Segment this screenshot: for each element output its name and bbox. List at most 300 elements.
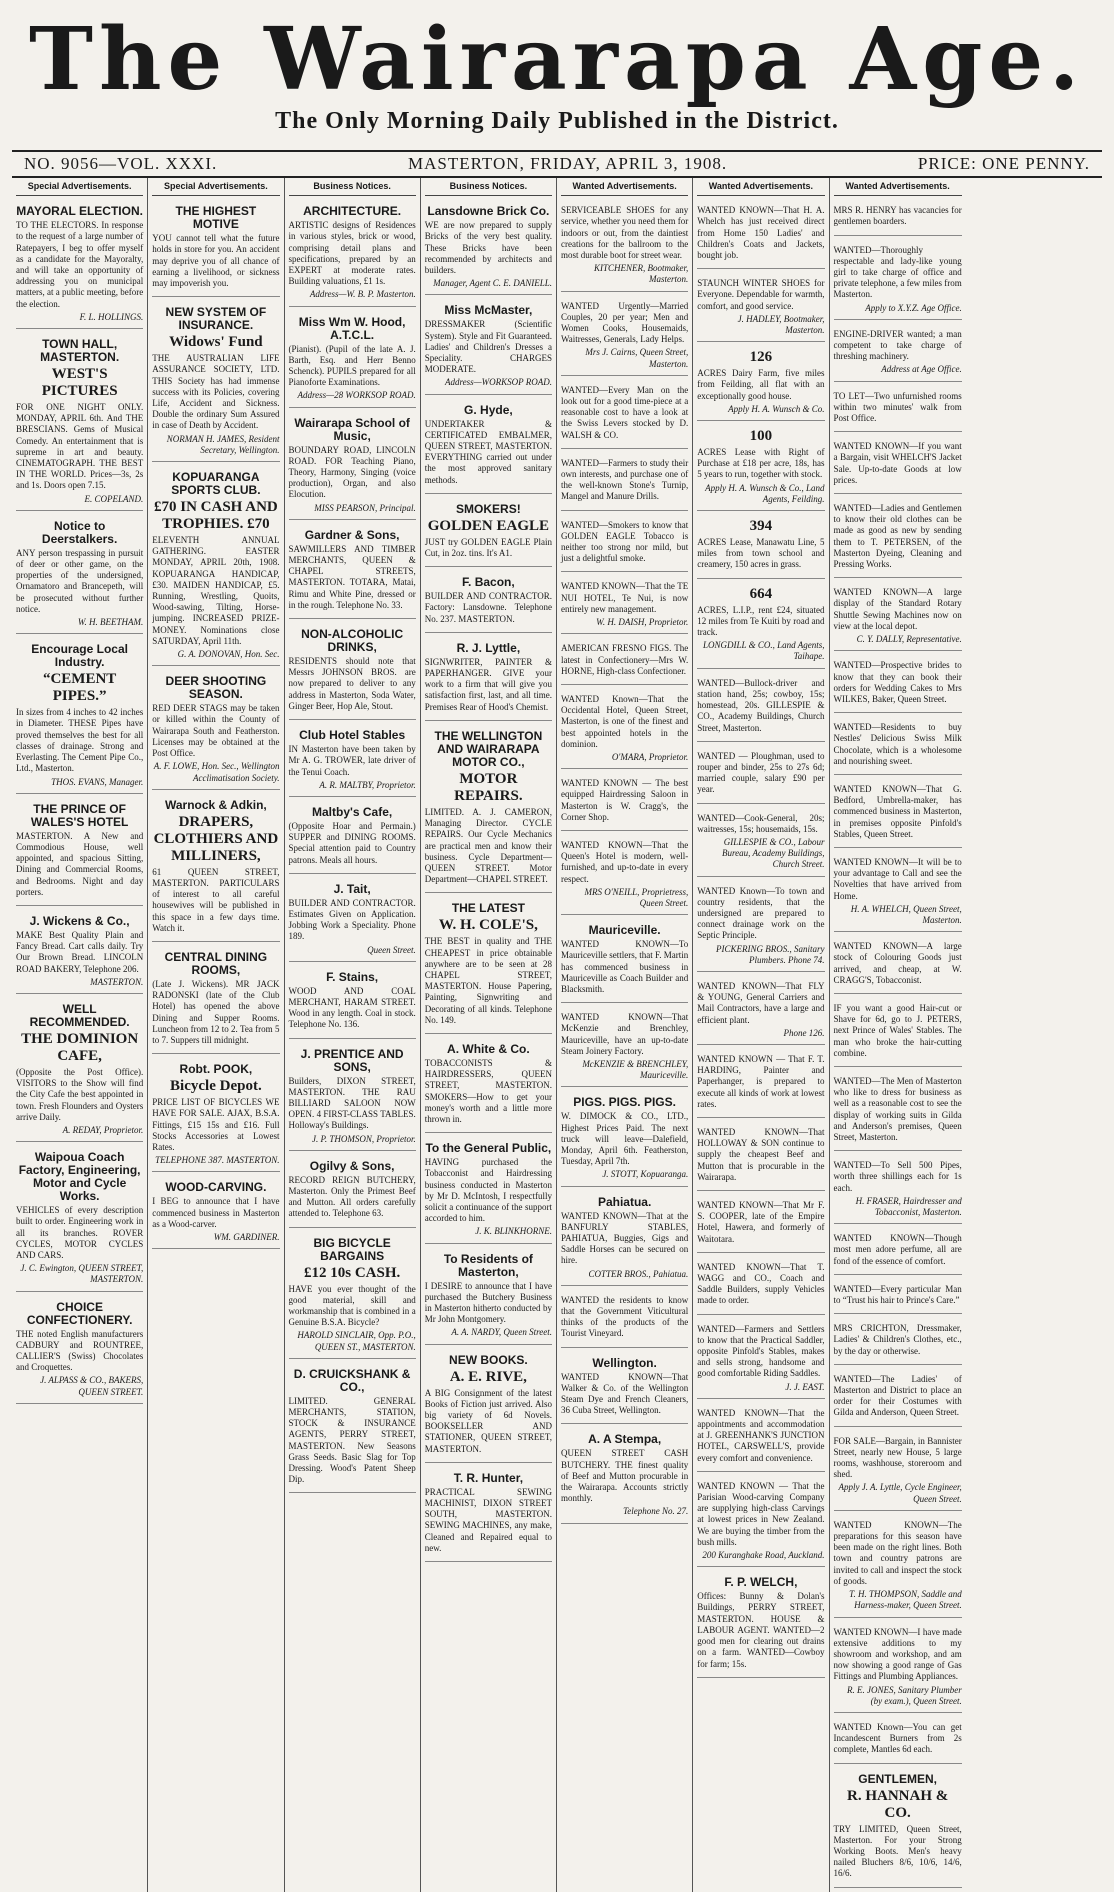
ad-body: A BIG Consignment of the latest Books of Fiction just arrived. Also big variety of 6d Novels. BOOKSELLER AND STATIONER, QUEEN STREET, MASTERTON.	[424, 1387, 552, 1454]
ad-body: WANTED—Farmers and Settlers to know that the Practical Saddler, opposite Pinfold's Stables, makes and sells strong, handsome and good comfortable Riding Saddles.	[697, 1323, 825, 1379]
ad-heading: Gardner & Sons,	[304, 527, 400, 542]
advertisement	[425, 1248, 552, 1345]
ad-body: FOR ONE NIGHT ONLY. MONDAY, APRIL 6th. And THE BRESCIANS. Gems of Musical Comedy. An entertainment that is supreme in art and beauty. CINEMATOGRAPH. THE BEST IN THE WORLD. Prices—3s, 2s and 1s. Doors open 7.15.	[16, 402, 144, 491]
advertisement	[561, 296, 688, 376]
advertisement	[697, 673, 824, 742]
ad-body: BUILDER AND CONTRACTOR. Factory: Lansdowne. Telephone No. 237. MASTERTON.	[424, 591, 552, 624]
advertisement	[561, 689, 688, 769]
advertisement	[289, 724, 416, 797]
ad-body: W. DIMOCK & CO., LTD., Highest Prices Paid. The next truck will leave—Dalefield, Monday, April 6th. Featherston, Tuesday, April 7th.	[561, 1111, 689, 1167]
advertisement	[561, 1091, 688, 1186]
column-3	[285, 178, 421, 1892]
advertisement	[425, 399, 552, 494]
ad-body: WANTED KNOWN—A large display of the Standard Rotary Shuttle Sewing Machines now on view at the local depot.	[833, 587, 962, 631]
column-7	[830, 178, 966, 1892]
advertisement	[425, 1349, 552, 1463]
ad-heading: CHOICE CONFECTIONERY.	[26, 1299, 133, 1327]
ad-heading: Pahiatua.	[597, 1194, 652, 1209]
issue-price: PRICE: ONE PENNY.	[917, 154, 1090, 173]
advertisement	[16, 200, 143, 329]
advertisement	[152, 200, 279, 297]
ad-body: ACRES Dairy Farm, five miles from Feilding, all flat with an exceptionally good house.	[697, 368, 825, 401]
column-6	[693, 178, 829, 1892]
ad-signature: Address—WORKSOP ROAD.	[445, 377, 552, 388]
ad-heading: NEW SYSTEM OF INSURANCE.	[165, 305, 267, 333]
advertisement	[834, 1622, 962, 1713]
advertisement	[834, 582, 962, 651]
advertisement	[561, 200, 688, 291]
ad-body: AMERICAN FRESNO FIGS. The latest in Confectionery—Mrs W. HORNE, High-class Confectioner.	[561, 643, 689, 676]
advertisement	[697, 273, 824, 342]
ad-body: WANTED KNOWN—To Mauriceville settlers, that F. Martin has commenced business in Mauriceville as Coach Builder and Blacksmith.	[561, 939, 689, 994]
advertisement	[697, 746, 824, 804]
advertisement	[834, 436, 962, 494]
advertisement	[289, 801, 416, 874]
ad-heading: GENTLEMEN,	[858, 1771, 937, 1786]
ad-signature: R. E. JONES, Sanitary Plumber (by exam.), Queen Street.	[847, 1684, 962, 1706]
advertisement	[834, 852, 962, 932]
ad-signature: O'MARA, Proprietor.	[611, 751, 689, 762]
ad-body: WANTED—The Ladies' of Masterton and District to place an order for their Costumes with Gilda and Anderson, Queen Street.	[833, 1373, 962, 1418]
ad-body: WANTED KNOWN — That F. T. HARDING, Painter and Paperhanger, is prepared to execute all kinds of work at lowest rates.	[697, 1053, 825, 1109]
advertisement	[561, 1428, 688, 1523]
ad-body: ARTISTIC designs of Residences in various styles, brick or wood, comprising detail plans and specifications, prepared by an EXPERT at moderate rates. Building valuations, £1 1s.	[288, 220, 416, 287]
ad-signature: J. K. BLINKHORNE.	[475, 1226, 552, 1237]
advertisement	[289, 1363, 416, 1494]
advertisement	[561, 1007, 688, 1087]
ad-body: FOR SALE—Bargain, in Bannister Street, nearly new House, 5 large rooms, washhouse, storeroom and shed.	[833, 1435, 962, 1480]
advertisement	[697, 808, 824, 877]
advertisement	[697, 1257, 824, 1315]
advertisement	[561, 1290, 688, 1348]
ad-body: ACRES Lease with Right of Purchase at £18 per acre, 18s, has 5 years to run, together with stock.	[697, 447, 825, 480]
ad-body: WANTED—Every particular Man to “Trust his hair to Prince's Care.”	[833, 1283, 962, 1306]
ad-signature: Mrs J. Cairns, Queen Street, Masterton.	[585, 347, 689, 369]
advertisement	[834, 1515, 962, 1618]
ad-signature: MRS O'NEILL, Proprietress, Queen Street.	[584, 886, 689, 908]
ad-heading: D. CRUICKSHANK & CO.,	[293, 1366, 411, 1394]
advertisement	[561, 576, 688, 634]
ad-display-line: GOLDEN EAGLE	[427, 517, 550, 534]
column-header: Wanted Advertisements.	[561, 178, 688, 196]
ad-body: (Pianist). (Pupil of the late A. J. Barth, Esq. and Herr Benno Schenck). PUPILS prepared for all Pianoforte Examinations.	[288, 343, 416, 388]
column-header: Wanted Advertisements.	[697, 178, 824, 196]
column-4	[421, 178, 557, 1892]
ad-heading: Lansdowne Brick Co.	[427, 204, 550, 219]
ad-body: In sizes from 4 inches to 42 inches in Diameter. THESE Pipes have proved themselves the best for all classes of drainage. Strong and Everlasting. The Cement Pipe Co., Ltd., Masterton.	[16, 707, 144, 774]
ad-signature: Apply J. A. Lyttle, Cycle Engineer, Queen Street.	[838, 1482, 962, 1504]
ad-body: WANTED KNOWN—A large stock of Colouring Goods just arrived, and cheap, at W. CRAGG'S, Tobacconist.	[833, 941, 962, 985]
masthead	[12, 0, 1102, 150]
ad-signature: 200 Kuranghake Road, Auckland.	[702, 1550, 825, 1561]
advertisement	[697, 1122, 824, 1191]
ad-display-line: MOTOR REPAIRS.	[454, 770, 523, 804]
ad-signature: A. R. MALTBY, Proprietor.	[319, 779, 416, 790]
ad-body: TO LET—Two unfurnished rooms within two minutes' walk from Post Office.	[833, 390, 962, 424]
advertisement	[834, 1369, 962, 1427]
advertisement	[834, 498, 962, 578]
ad-body: MRS CRICHTON, Dressmaker, Ladies' & Children's Clothes, etc., by the day or otherwise.	[833, 1323, 962, 1356]
ad-body: RECORD REIGN BUTCHERY, Masterton. Only the Primest Beef and Mutton. All orders carefully attended to. Telephone 63.	[288, 1174, 416, 1219]
ad-heading: Robt. POOK,	[179, 1062, 253, 1077]
ad-body: WANTED KNOWN—If you want a Bargain, visit WHELCH'S Jacket Sale. Up-to-date Goods at low prices.	[833, 441, 962, 485]
ad-body: HAVE you ever thought of the good material, skill and workmanship that is combined in a Genuine B.S.A. Bicycle?	[288, 1283, 416, 1328]
advertisement	[152, 1176, 279, 1249]
advertisement	[561, 638, 688, 685]
ad-signature: Address—28 WORKSOP ROAD.	[297, 390, 416, 401]
advertisement	[16, 798, 143, 906]
ad-heading: NON-ALCOHOLIC DRINKS,	[301, 627, 404, 655]
advertisement	[561, 835, 688, 915]
ad-heading: THE LATEST	[451, 901, 525, 916]
advertisement	[834, 1071, 962, 1151]
ad-body: ENGINE-DRIVER wanted; a man competent to take charge of threshing machinery.	[833, 328, 962, 362]
advertisement	[425, 1137, 552, 1243]
ad-body: WANTED—Prospective brides to know that they can book their orders for Wedding Cakes to Mrs WILKES, Baker, Queen Street.	[833, 660, 962, 704]
advertisement	[152, 670, 279, 789]
column-5	[557, 178, 693, 1892]
ad-body: WANTED KNOWN—That G. Bedford, Umbrella-maker, has commenced business in Masterton, in premises opposite Pinfold's Stables, Queen Street.	[833, 783, 962, 839]
ad-body: WANTED—Bullock-driver and station hand, 25s; cowboy, 15s; homestead, 20s. GILLESPIE & CO., Academy Buildings, Church Street, Masterton.	[697, 677, 825, 733]
advertisement	[152, 794, 279, 942]
advertisement	[697, 583, 824, 669]
advertisement	[425, 897, 552, 1034]
ad-body: WANTED KNOWN—It will be to your advantage to Call and see the Novelties that have arrived from Home.	[833, 856, 962, 901]
ad-signature: W. H. BEETHAM.	[77, 617, 144, 628]
advertisement	[152, 466, 279, 666]
advertisement	[834, 998, 962, 1067]
ad-body: THE AUSTRALIAN LIFE ASSURANCE SOCIETY, LTD. THIS Society has had immense success with its Policies, covering Life, Accident and Sickness. Double the ordinary Sum Assured in case of Death by Accident.	[152, 353, 280, 431]
advertisement	[697, 1195, 824, 1253]
advertisement	[834, 324, 962, 382]
ad-heading: J. PRENTICE AND SONS,	[300, 1046, 404, 1074]
column-2	[148, 178, 284, 1892]
advertisement	[834, 386, 962, 433]
ad-body: RESIDENTS should note that Messrs JOHNSON BROS. are now prepared to deliver to any address in Masterton, Soda Water, Ginger Beer, Hop Ale, Stout.	[288, 656, 416, 711]
ad-signature: A. F. LOWE, Hon. Sec., Wellington Acclimatisation Society.	[153, 761, 280, 783]
ad-display-line: 394	[749, 518, 773, 535]
ad-body: PRACTICAL SEWING MACHINIST, DIXON STREET SOUTH, MASTERTON. SEWING MACHINES, any make, Cleaned and Repaired equal to new.	[424, 1486, 552, 1553]
advertisement	[425, 200, 552, 295]
ad-body: WANTED KNOWN—Though most men adore perfume, all are fond of the essence of comfort.	[833, 1233, 962, 1266]
ad-signature: McKENZIE & BRENCHLEY, Mauriceville.	[582, 1058, 689, 1081]
ad-heading: KOPUARANGA SPORTS CLUB.	[171, 470, 261, 498]
ad-signature: J. ALPASS & CO., BAKERS, QUEEN STREET.	[40, 1375, 144, 1397]
ad-signature: COTTER BROS., Pahiatua.	[588, 1268, 689, 1279]
ad-body: WANTED KNOWN — The best equipped Hairdressing Saloon in Masterton is W. Cragg's, the Corner Shop.	[561, 778, 689, 822]
ad-heading: PIGS. PIGS. PIGS.	[573, 1095, 676, 1110]
ad-heading: THE PRINCE OF WALES'S HOTEL	[30, 801, 129, 829]
advertisement	[834, 1717, 962, 1764]
advertisement	[425, 725, 552, 893]
ad-heading: Waipoua Coach Factory, Engineering, Motor and Cycle Works.	[18, 1150, 141, 1204]
ad-body: WANTED—Every Man on the look out for a good time-piece at a reasonable cost to have a look at the Swiss Levers stocked by D. WALSH & CO.	[561, 384, 689, 440]
advertisement	[561, 453, 688, 511]
ad-signature: J. C. Ewington, QUEEN STREET, MASTERTON.	[20, 1263, 144, 1285]
ad-signature: J. HADLEY, Bootmaker, Masterton.	[737, 313, 825, 336]
advertisement	[289, 200, 416, 306]
ad-body: WANTED KNOWN—That Walker & Co. of the Wellington Steam Dye and French Cleaners, 36 Cuba Street, Wellington.	[561, 1371, 689, 1416]
ad-signature: TELEPHONE 387. MASTERTON.	[155, 1155, 280, 1166]
ad-signature: Telephone No. 27.	[623, 1506, 689, 1517]
ad-body: WANTED KNOWN—That Mr F. S. COOPER, late of the Empire Hotel, Hawera, and formerly of Waitotara.	[697, 1200, 825, 1244]
ad-heading: F. Stains,	[326, 969, 379, 984]
advertisement	[697, 976, 824, 1045]
advertisement	[697, 515, 824, 579]
ad-body: PRICE LIST OF BICYCLES WE HAVE FOR SALE. AJAX, B.S.A. Fittings, £15 15s and £16. Full Stocks Accessories at Lowest Rates.	[152, 1097, 280, 1152]
ad-display-line: “CEMENT PIPES.”	[42, 671, 117, 705]
ad-body: Offices: Bunny & Dolan's Buildings, PERRY STREET, MASTERTON. HOUSE & LABOUR AGENT. WANTED—2 good men for clearing out drains on a farm. WANTED—Cowboy for farm; 15s.	[697, 1591, 825, 1669]
ad-body: WANTED—To Sell 500 Pipes, worth three shillings each for 1s each.	[833, 1160, 962, 1193]
ad-display-line: £12 10s CASH.	[303, 1264, 401, 1281]
ad-heading: Wellington.	[592, 1355, 657, 1370]
advertisement	[289, 412, 416, 520]
advertisement	[289, 878, 416, 962]
ad-heading: BIG BICYCLE BARGAINS	[313, 1235, 391, 1263]
column-header: Business Notices.	[425, 178, 552, 196]
ad-display-line: Bicycle Depot.	[170, 1078, 262, 1095]
ad-heading: ARCHITECTURE.	[303, 204, 402, 219]
ad-body: I DESIRE to announce that I have purchased the Butchery Business in Masterton hitherto conducted by Mr John Montgomery.	[424, 1280, 552, 1325]
ad-heading: Miss McMaster,	[444, 303, 533, 318]
ad-body: (Late J. Wickens). MR JACK RADONSKI (late of the Club Hotel) has opened the above Dining and Supper Rooms. Luncheon from 12 to 2. Tea from 5 to 7. Suppers till midnight.	[152, 978, 280, 1045]
ad-signature: Phone 126.	[783, 1027, 825, 1038]
ad-heading: Ogilvy & Sons,	[309, 1158, 395, 1173]
ad-signature: MASTERTON.	[90, 976, 144, 987]
ad-body: UNDERTAKER & CERTIFICATED EMBALMER, QUEEN STREET, MASTERTON. EVERYTHING carried out under the most approved sanitary methods.	[424, 418, 552, 485]
ad-signature: WM. GARDINER.	[213, 1231, 280, 1242]
ad-body: WANTED KNOWN—That the Queen's Hotel is modern, well-furnished, and up-to-date in every respect.	[561, 839, 689, 884]
newspaper-title: The Wairarapa Age.	[28, 9, 1086, 110]
ad-body: WANTED—Residents to buy Nestles' Delicious Swiss Milk Chocolate, which is a wholesome and nourishing sweet.	[833, 722, 962, 766]
ad-signature: W. H. DAISH, Proprietor.	[596, 617, 689, 628]
ad-display-line: 100	[749, 428, 773, 445]
ad-body: THE BEST in quality and THE CHEAPEST in price obtainable anywhere are to be seen at 28 CHAPEL STREET, MASTERTON. House Papering, Painting, Signwriting and Decorating of all kinds. Telephone No. 149.	[424, 936, 552, 1025]
advertisement	[289, 1155, 416, 1228]
ad-heading: Encourage Local Industry.	[31, 642, 128, 670]
ad-body: TRY LIMITED, Queen Street, Masterton. For your Strong Working Boots. Men's heavy nailed Bluchers 8/6, 10/6, 14/6, 16/6.	[833, 1823, 962, 1879]
ad-body: RED DEER STAGS may be taken or killed within the County of Wairarapa South and Featherston. Licenses may be obtained at the Post Office.	[152, 703, 280, 759]
advertisement	[561, 773, 688, 831]
ad-body: DRESSMAKER (Scientific System). Style and Fit Guaranteed. Ladies' and Children's Dresses a Speciality. CHARGES MODERATE.	[424, 319, 552, 375]
advertisement	[561, 1352, 688, 1425]
ad-heading: G. Hyde,	[464, 402, 513, 417]
column-header: Special Advertisements.	[16, 178, 143, 196]
advertisement	[834, 655, 962, 713]
ad-signature: A. A. NARDY, Queen Street.	[451, 1327, 552, 1338]
ad-body: SIGNWRITER, PAINTER & PAPERHANGER. GIVE your work to a firm that will give you satisfaction first, last, and all time. Premises Rear of Hood's Chemist.	[424, 656, 552, 712]
ad-body: WANTED KNOWN — That the Parisian Wood-carving Company are supplying high-class Carvings at lowest prices in New Zealand. We are buying the timber from the bush mills.	[697, 1480, 825, 1547]
ad-heading: To Residents of Masterton,	[443, 1251, 533, 1279]
advertisement	[697, 1049, 824, 1118]
ad-heading: WELL RECOMMENDED.	[29, 1001, 130, 1029]
ad-signature: HAROLD SINCLAIR, Opp. P.O., QUEEN ST., MASTERTON.	[297, 1330, 416, 1352]
ad-body: WANTED Known—That the Occidental Hotel, Queen Street, Masterton, is one of the finest and best appointed hotels in the dominion.	[561, 693, 689, 749]
advertisement	[834, 1155, 962, 1224]
ad-signature: GILLESPIE & CO., Labour Bureau, Academy Buildings, Church Street.	[722, 836, 825, 870]
advertisement	[16, 333, 143, 511]
ad-body: WANTED KNOWN—That T. WAGG and CO., Coach and Saddle Builders, supply Vehicles made to order.	[697, 1261, 825, 1306]
ad-heading: Maltby's Cafe,	[312, 804, 393, 819]
ad-heading: To the General Public,	[425, 1141, 552, 1156]
ad-heading: MAYORAL ELECTION.	[16, 204, 143, 219]
ad-heading: THE HIGHEST MOTIVE	[175, 204, 257, 232]
ad-heading: J. Wickens & Co.,	[29, 913, 130, 928]
advertisement	[152, 946, 279, 1054]
ad-signature: LONGDILL & CO., Land Agents, Taihape.	[703, 640, 825, 662]
ad-body: WANTED KNOWN—That McKenzie and Brenchley, Mauriceville, have an up-to-date Steam Joinery Factory.	[561, 1012, 689, 1056]
issue-number: NO. 9056—VOL. XXXI.	[24, 154, 218, 173]
ad-signature: C. Y. DALLY, Representative.	[856, 634, 962, 645]
advertisement	[561, 919, 688, 1003]
advertisement	[834, 1431, 962, 1511]
ad-body: WANTED KNOWN—That the TE NUI HOTEL, Te Nui, is now entirely new management.	[561, 581, 689, 614]
advertisement	[561, 515, 688, 573]
advertisement	[289, 1232, 416, 1359]
ad-heading: Warnock & Adkin,	[164, 797, 267, 812]
ad-signature: F. L. HOLLINGS.	[79, 311, 144, 322]
advertisement	[697, 346, 824, 421]
ad-heading: THE WELLINGTON AND WAIRARAPA MOTOR CO.,	[434, 728, 543, 769]
ad-signature: Address—W. B. P. Masterton.	[309, 289, 416, 300]
ad-signature: NORMAN H. JAMES, Resident Secretary, Wellington.	[166, 433, 280, 455]
advertisement	[16, 638, 143, 793]
advertisement	[561, 1191, 688, 1286]
ad-signature: T. H. THOMPSON, Saddle and Harness-maker, Queen Street.	[849, 1589, 962, 1611]
column-header: Special Advertisements.	[152, 178, 279, 196]
advertisement	[425, 637, 552, 721]
ad-body: LIMITED. GENERAL MERCHANTS, STATION, STOCK & INSURANCE AGENTS, PERRY STREET, MASTERTON. New Seasons Grass Seeds. Basic Slag for Top Dressing. Wood's Patent Sheep Dip.	[288, 1395, 416, 1485]
advertisement	[834, 1318, 962, 1365]
ad-signature: Queen Street.	[367, 944, 416, 955]
advertisement	[834, 240, 962, 320]
ad-body: BOUNDARY ROAD, LINCOLN ROAD. FOR Teaching Piano, Theory, Harmony, Singing (voice production), Organ, and also Elocution.	[288, 444, 416, 500]
advertisement	[16, 1296, 143, 1404]
ad-body: TO THE ELECTORS. In response to the request of a large number of Ratepayers, I beg to offer myself as a candidate for the Mayoralty, and will take an opportunity of addressing you on municipal matters, at a public meeting, before the election.	[16, 220, 144, 309]
advertisement	[697, 425, 824, 511]
ad-signature: MISS PEARSON, Principal.	[314, 502, 416, 513]
ad-body: LIMITED. A. J. CAMERON, Managing Director. CYCLE REPAIRS. Our Cycle Mechanics are practical men and know their business. Cycle Department—QUEEN STREET. Motor Department—CHAPEL STREET.	[424, 806, 552, 885]
ad-signature: G. A. DONOVAN, Hon. Sec.	[177, 649, 280, 660]
ad-body: ELEVENTH ANNUAL GATHERING. EASTER MONDAY, APRIL 20th, 1908. KOPUARANGA HANDICAP, £30. MAIDEN HANDICAP, £5. Running, Wrestling, Quoits, Wood-sawing, Tilting, Horse-jumping. INCREASED PRIZE-MONEY. Nominations close SATURDAY, April 11th.	[152, 535, 280, 646]
advertisement	[289, 524, 416, 619]
ad-body: ACRES, L.I.P., rent £24, situated 12 miles from Te Kuiti by road and track.	[697, 604, 825, 638]
advertisement	[16, 998, 143, 1142]
advertisement	[834, 1228, 962, 1275]
ad-heading: R. J. Lyttle,	[456, 640, 521, 655]
advertisement	[834, 936, 962, 994]
ad-body: Builders, DIXON STREET, MASTERTON. THE RAU BILLIARD SALOON NOW OPEN. 4 FIRST-CLASS TABLES. Holloway's Buildings.	[288, 1075, 416, 1131]
ad-display-line: THE DOMINION CAFE,	[21, 1030, 139, 1064]
ad-signature: H. FRASER, Hairdresser and Tobacconist, Masterton.	[855, 1195, 962, 1218]
ad-heading: Wairarapa School of Music,	[294, 415, 410, 443]
ad-body: WANTED the residents to know that the Government Viticultural thinks of the products of the Tourist Vineyard.	[561, 1294, 689, 1339]
ad-signature: Apply H. A. Wunsch & Co.	[728, 403, 825, 414]
ad-body: WANTED—Ladies and Gentlemen to know their old clothes can be made as good as new by sending them to T. PETERSEN, of the Masterton Dyeing, Cleaning and Pressing Works.	[833, 503, 962, 570]
ad-body: QUEEN STREET CASH BUTCHERY. THE finest quality of Beef and Mutton procurable in the Wairarapa. Accounts strictly monthly.	[561, 1448, 689, 1504]
ad-signature: J. P. THOMSON, Proprietor.	[311, 1133, 416, 1144]
ad-signature: Apply H. A. Wunsch & Co., Land Agents, Feilding.	[705, 482, 825, 504]
ad-heading: CENTRAL DINING ROOMS,	[164, 949, 268, 977]
advertisement	[289, 1043, 416, 1151]
ad-signature: Address at Age Office.	[881, 364, 962, 375]
ad-body: ANY person trespassing in pursuit of deer or other game, on the properties of the undersigned, Ornamatoro and Brancepeth, will be prosecuted without further notice.	[16, 547, 144, 614]
ad-display-line: R. HANNAH & CO.	[847, 1787, 949, 1821]
advertisement	[425, 1038, 552, 1133]
advertisement	[16, 910, 143, 994]
ad-body: THE noted English manufacturers CADBURY and ROUNTREE, CALLIER'S (Swiss) Chocolates and Croquettes.	[16, 1328, 144, 1373]
ad-signature: PICKERING BROS., Sanitary Plumbers. Phone 74.	[716, 943, 825, 965]
ad-body: SAWMILLERS AND TIMBER MERCHANTS, QUEEN & CHAPEL STREETS, MASTERTON. TOTARA, Matai, Rimu and White Pine, dressed or in the rough. Telephone No. 33.	[288, 543, 416, 610]
ad-heading: WOOD-CARVING.	[165, 1180, 267, 1195]
ad-signature: J. STOTT, Kopuaranga.	[602, 1169, 689, 1180]
ad-body: WANTED—Farmers to study their own interests, and purchase one of the well-known Stone's Turnip, Mangel and Manure Drills.	[561, 457, 689, 502]
ad-body: WANTED KNOWN—That at the BANFURLY STABLES, PAHIATUA, Buggies, Gigs and Saddle Horses can be secured on hire.	[561, 1210, 689, 1266]
advertisement	[697, 200, 824, 269]
ad-signature: E. COPELAND.	[84, 493, 144, 504]
ad-body: IF you want a good Hair-cut or Shave for 6d, go to J. PETERS, next Prince of Wales' Stables. The man who broke the hair-cutting combine.	[833, 1002, 962, 1058]
ad-heading: DEER SHOOTING SEASON.	[165, 674, 267, 702]
column-header: Business Notices.	[289, 178, 416, 196]
ad-body: (Opposite the Post Office). VISITORS to the Show will find the City Cafe the best appointed in town. Fresh Flounders and Oysters arrive Daily.	[16, 1066, 144, 1122]
column-1	[12, 178, 148, 1892]
ad-signature: Manager, Agent C. E. DANIELL.	[433, 278, 552, 289]
dateline	[12, 150, 1102, 178]
ad-heading: J. Tait,	[333, 881, 371, 896]
ad-heading: Notice to Deerstalkers.	[41, 518, 118, 546]
ad-display-line: 664	[749, 585, 773, 602]
ad-body: WANTED Known—To town and country residents, that the undersigned are prepared to connect drainage work on the Septic Principle.	[697, 885, 825, 941]
ad-signature: KITCHENER, Bootmaker, Masterton.	[594, 263, 689, 285]
ad-heading: SMOKERS!	[456, 501, 521, 516]
ad-display-line: 126	[749, 349, 773, 366]
ad-heading: F. P. WELCH,	[724, 1575, 798, 1590]
ad-heading: Miss Wm W. Hood, A.T.C.L.	[298, 314, 406, 342]
ad-heading: T. R. Hunter,	[453, 1470, 524, 1485]
ad-body: WANTED KNOWN—I have made extensive additions to my showroom and workshop, and am now showing a good range of Gas Fittings and Plumbing Appliances.	[833, 1626, 962, 1682]
ad-body: WANTED—Cook-General, 20s; waitresses, 15s; housemaids, 15s.	[697, 812, 825, 834]
advertisement	[425, 571, 552, 633]
advertisement	[152, 301, 279, 462]
ad-display-line: W. H. COLE'S,	[438, 917, 538, 934]
advertisement	[16, 515, 143, 634]
ad-body: (Opposite Hoar and Permain.) SUPPER and DINING ROOMS. Special attention paid to Country patrons. Meals all hours.	[288, 820, 416, 865]
ad-heading: NEW BOOKS.	[449, 1352, 528, 1367]
advertisement	[425, 299, 552, 394]
issue-date: MASTERTON, FRIDAY, APRIL 3, 1908.	[408, 154, 728, 173]
ad-signature: J. J. EAST.	[785, 1381, 825, 1392]
advertisement	[834, 1279, 962, 1314]
ad-signature: THOS. EVANS, Manager.	[51, 776, 144, 787]
ad-heading: TOWN HALL, MASTERTON.	[40, 337, 120, 365]
ad-body: ACRES Lease, Manawatu Line, 5 miles from town school and creamery, 150 acres in grass.	[697, 537, 825, 570]
ad-body: WANTED KNOWN—That the appointments and accommodation at J. GREENHANK'S JUNCTION HOTEL, CARSWELL'S, provide every comfort and convenience.	[697, 1407, 825, 1463]
ad-body: BUILDER AND CONTRACTOR. Estimates Given on Application. Jobbing Work a Speciality. Phone 189.	[288, 897, 416, 942]
ad-body: WANTED — Ploughman, used to rouper and binder, 25s to 27s 6d; married couple, salary £90 per year.	[697, 750, 825, 795]
ad-body: 61 QUEEN STREET, MASTERTON. PARTICULARS of interest to all careful housewives will be published in this space in a few days time. Watch it.	[152, 866, 280, 933]
advertisement	[289, 623, 416, 720]
ad-body: WANTED—Smokers to know that GOLDEN EAGLE Tobacco is neither too strong nor mild, but just a delightful smoke.	[561, 519, 689, 564]
ad-body: YOU cannot tell what the future holds in store for you. An accident may deprive you of all chance of earning a livelihood, or sickness may impoverish you.	[152, 233, 280, 289]
ad-body: VEHICLES of every description built to order. Engineering work in all its branches. ROVER CYCLES, MOTOR CYCLES AND CARS.	[16, 1205, 144, 1260]
ad-body: I BEG to announce that I have commenced business in Masterton as a Wood-carver.	[152, 1196, 280, 1229]
columns-area	[12, 178, 1102, 1879]
ad-body: JUST try GOLDEN EAGLE Plain Cut, in 2oz. tins. It's A1.	[424, 536, 552, 559]
advertisement	[697, 881, 824, 972]
ad-body: WANTED KNOWN—That HOLLOWAY & SON continue to supply the cheapest Beef and Mutton that is procurable in the Wairarapa.	[697, 1126, 825, 1182]
advertisement	[834, 779, 962, 848]
ad-body: TOBACCONISTS & HAIRDRESSERS, QUEEN STREET, MASTERTON. SMOKERS—How to get your money's worth and a little more thrown in.	[424, 1057, 552, 1124]
